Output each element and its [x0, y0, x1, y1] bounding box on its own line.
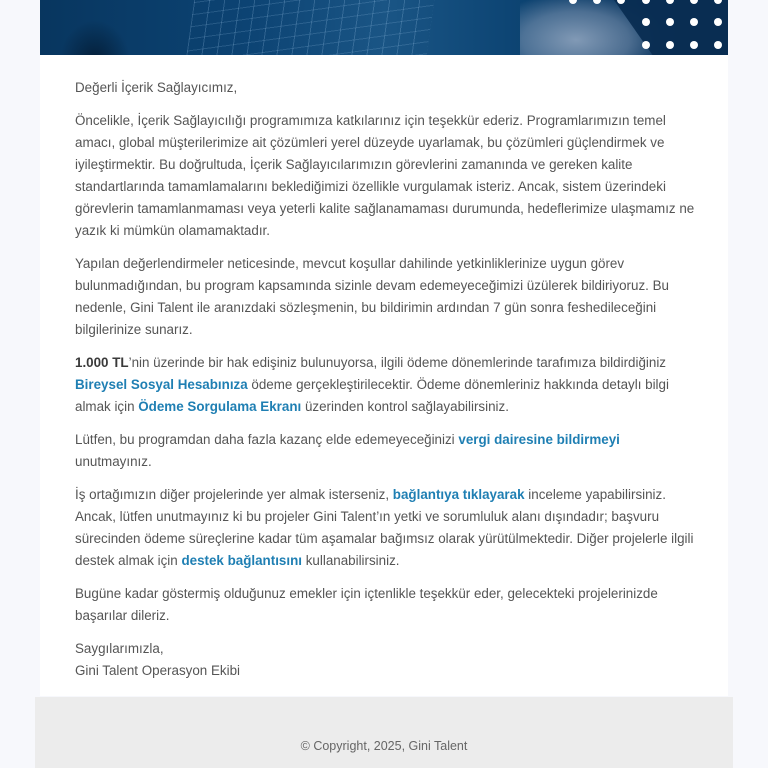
dot-icon: [690, 0, 698, 4]
bireysel-sosyal-hesap-link[interactable]: Bireysel Sosyal Hesabınıza: [75, 377, 248, 392]
tax-text-2: unutmayınız.: [75, 454, 152, 469]
dot-icon: [714, 0, 722, 4]
dot-icon: [642, 18, 650, 26]
other-projects-link[interactable]: bağlantıya tıklayarak: [392, 487, 525, 502]
email-footer: [35, 697, 733, 768]
dot-icon: [690, 18, 698, 26]
dot-icon: [617, 0, 625, 4]
dot-pattern-decoration: [40, 0, 728, 55]
support-link[interactable]: destek bağlantısını: [181, 553, 302, 568]
payment-text-2: ödeme gerçekleştirilecektir. Ödeme dönemleriniz hakkında detaylı bilgi almak için: [75, 377, 669, 414]
projects-text-2: inceleme yapabilirsiniz. Ancak, lütfen unutmayınız ki bu projeler Gini Talent’ın yetki ve sorumluluk alanı dışındadır; başvuru sürecinden ödeme süreçlerine kadar tüm aşamalar bağımsız olarak yürütülmektedir. Diğer projelerle ilgili destek almak için: [75, 487, 694, 568]
odeme-sorgulama-link[interactable]: Ödeme Sorgulama Ekranı: [138, 399, 302, 414]
signature-block: [75, 638, 700, 682]
paragraph-thanks: Öncelikle, İçerik Sağlayıcılığı programımıza katkılarınız için teşekkür ederiz. Programlarımızın temel amacı, global müşterilerimize ait çözümleri yerel düzeyde uyarlamak, bu çözümleri güçlendirmek ve iyileştirmektir. Bu doğrultuda, İçerik Sağlayıcılarımızın görevlerini zamanında ve gereken kalite standartlarında tamamlamalarını beklediğimizi özellikle vurgulamak isteriz. Ancak, sistem üzerindeki görevlerin tamamlanmaması veya yeterli kalite sağlanamaması durumunda, hedeflerimize ulaşmamız ne yazık ki mümkün olamamaktadır.: [75, 113, 695, 238]
dot-icon: [593, 0, 601, 4]
signature: Gini Talent Operasyon Ekibi: [75, 663, 240, 678]
paragraph-payment: [75, 352, 700, 418]
dot-icon: [642, 0, 650, 4]
header-banner: [40, 0, 728, 55]
vergi-dairesi-link[interactable]: vergi dairesine bildirmeyi: [458, 432, 620, 447]
paragraph-farewell: Bugüne kadar göstermiş olduğunuz emekler için içtenlikle teşekkür eder, gelecekteki projelerinizde başarılar dileriz.: [75, 586, 658, 623]
paragraph-other-projects: [75, 484, 700, 572]
closing: Saygılarımızla,: [75, 641, 164, 656]
dot-icon: [666, 18, 674, 26]
projects-text-3: kullanabilirsiniz.: [302, 553, 400, 568]
dot-icon: [714, 18, 722, 26]
payment-text-3: üzerinden kontrol sağlayabilirsiniz.: [301, 399, 509, 414]
paragraph-termination: Yapılan değerlendirmeler neticesinde, mevcut koşullar dahilinde yetkinliklerinize uygun görev bulunmadığından, bu program kapsamında sizinle devam edemeyeceğimizi üzülerek bildiriyoruz. Bu nedenle, Gini Talent ile aranızdaki sözleşmenin, bu bildirimin ardından 7 gün sonra feshedileceğini bilgilerinize sunarız.: [75, 256, 669, 337]
projects-text-1: İş ortağımızın diğer projelerinde yer almak isterseniz,: [75, 487, 393, 502]
dot-icon: [714, 41, 722, 49]
tax-text-1: Lütfen, bu programdan daha fazla kazanç elde edemeyeceğinizi: [75, 432, 459, 447]
payment-threshold-amount: 1.000 TL: [75, 355, 129, 370]
payment-text-1: ’nin üzerinde bir hak edişiniz bulunuyorsa, ilgili ödeme dönemlerinde tarafımıza bildirdiğiniz: [128, 355, 666, 370]
dot-icon: [569, 0, 577, 4]
email-body-card: [40, 55, 728, 696]
paragraph-tax: [75, 429, 700, 473]
dot-icon: [642, 41, 650, 49]
dot-icon: [690, 41, 698, 49]
dot-icon: [666, 0, 674, 4]
dot-icon: [666, 41, 674, 49]
email-content: [75, 77, 700, 682]
copyright-text: © Copyright, 2025, Gini Talent: [300, 739, 468, 753]
greeting: Değerli İçerik Sağlayıcımız,: [75, 80, 238, 95]
